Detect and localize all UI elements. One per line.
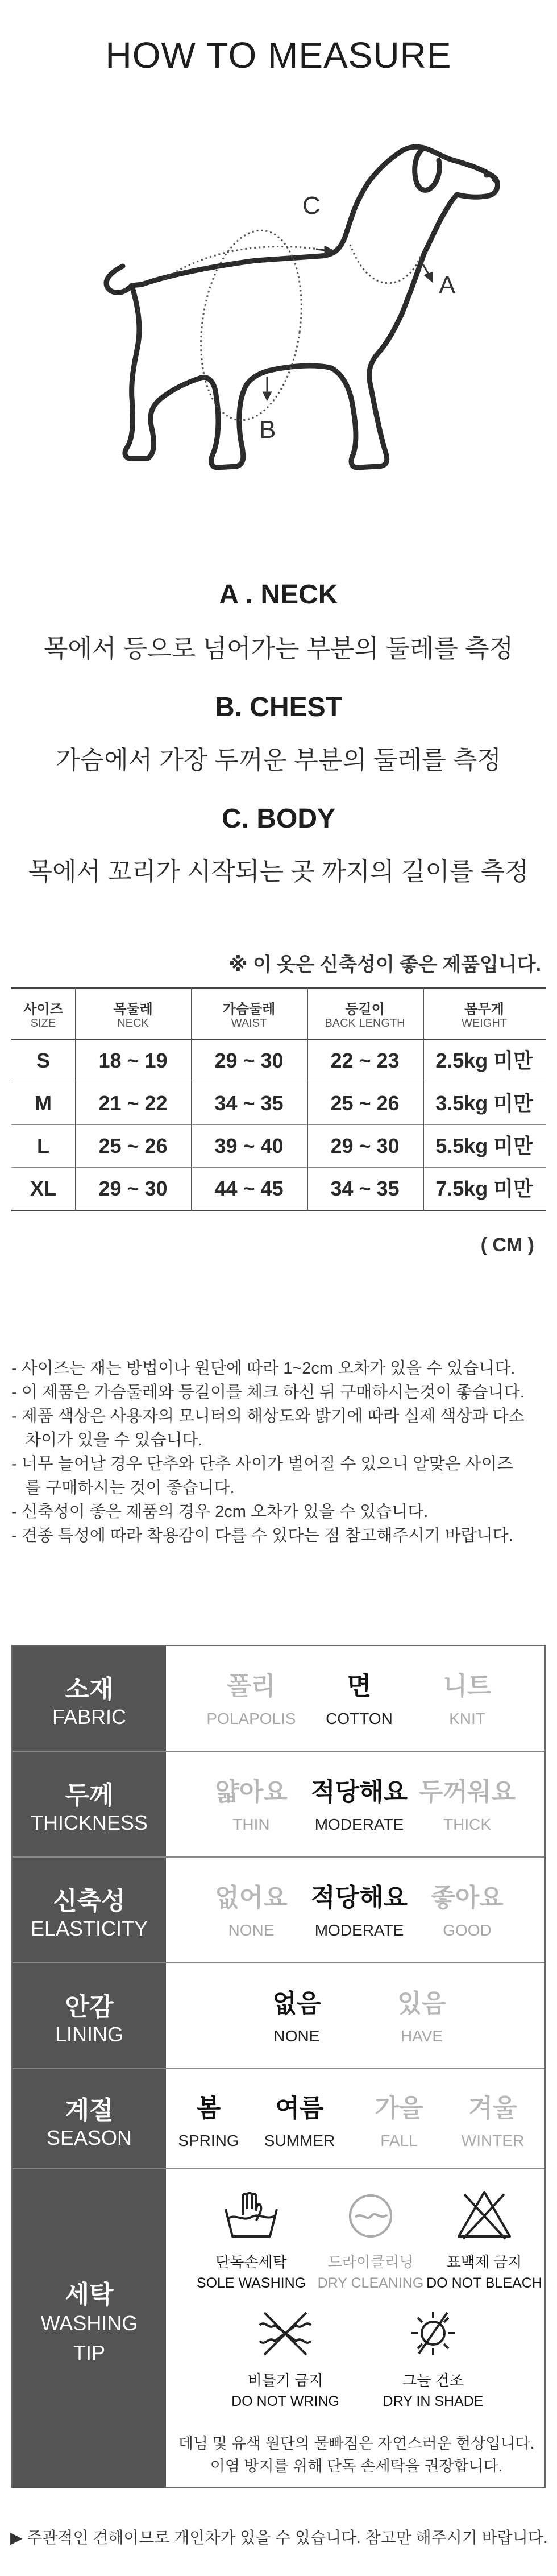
fabric-info-table <box>11 1645 546 2488</box>
option-no-lining: 없음 NONE <box>272 1990 321 2045</box>
section-chest-heading: B. CHEST <box>214 692 342 722</box>
label-washing: 세탁 WASHING TIP <box>13 2169 166 2488</box>
wash-item-no-wring: 비틀기 금지 DO NOT WRING <box>217 2305 354 2410</box>
option-spring: 봄 SPRING <box>178 2094 239 2149</box>
row-washing <box>13 2168 544 2488</box>
hand-wash-icon <box>220 2186 282 2243</box>
note-line: 차이가 있을 수 있습니다. <box>11 1431 203 1449</box>
section-neck-heading: A . NECK <box>219 580 338 610</box>
table-row: XL 29 ~ 30 44 ~ 45 34 ~ 35 7.5kg 미만 <box>30 1177 533 1200</box>
option-has-lining: 있음 HAVE <box>397 1990 446 2045</box>
note-line: - 신축성이 좋은 제품의 경우 2cm 오차가 있을 수 있습니다. <box>11 1503 429 1521</box>
header-size: 사이즈 SIZE <box>23 1002 63 1029</box>
label-fabric: 소재 FABRIC <box>13 1646 166 1751</box>
washing-note: 데님 및 유색 원단의 물빠짐은 자연스러운 현상입니다. 이염 방지를 위해 단독 손세탁을 권장합니다. <box>178 2435 535 2475</box>
note-line: 를 구매하시는 것이 좋습니다. <box>11 1479 235 1497</box>
note-line: - 사이즈는 재는 방법이나 원단에 따라 1~2cm 오차가 있을 수 있습니다. <box>11 1359 516 1378</box>
footer-disclaimer: ▶ 주관적인 견해이므로 개인차가 있을 수 있습니다. 참고만 해주시기 바랍니다. <box>10 2529 548 2546</box>
shade-dry-icon <box>402 2305 464 2362</box>
table-row: S 18 ~ 19 29 ~ 30 22 ~ 23 2.5kg 미만 <box>36 1049 533 1072</box>
header-weight: 몸무게 WEIGHT <box>462 1002 507 1029</box>
option-thin: 얇아요 THIN <box>215 1778 288 1833</box>
note-line: - 이 제품은 가슴둘레와 등길이를 체크 하신 뒤 구매하시는것이 좋습니다. <box>11 1383 525 1401</box>
size-notes <box>11 1357 546 1548</box>
row-season <box>13 2068 544 2169</box>
option-no-stretch: 없어요 NONE <box>215 1884 288 1939</box>
section-neck-desc: 목에서 등으로 넘어가는 부분의 둘레를 측정 <box>43 635 514 663</box>
dog-measurement-diagram <box>102 114 512 523</box>
row-fabric <box>13 1646 544 1751</box>
header-waist: 가슴둘레 WAIST <box>222 1002 276 1029</box>
neck-arrow-icon <box>425 273 432 281</box>
option-winter: 겨울 WINTER <box>461 2094 525 2149</box>
row-thickness <box>13 1751 544 1858</box>
size-table-header <box>11 987 546 1039</box>
option-knit: 니트 KNIT <box>443 1672 492 1727</box>
option-thick: 두꺼워요 THICK <box>418 1778 516 1833</box>
note-line: - 너무 늘어날 경우 단추와 단추 사이가 벌어질 수 있으니 알맞은 사이즈 <box>11 1455 513 1473</box>
table-row: L 25 ~ 26 39 ~ 40 29 ~ 30 5.5kg 미만 <box>37 1134 533 1157</box>
option-poly: 폴리 POLAPOLIS <box>206 1672 296 1727</box>
label-thickness: 두께 THICKNESS <box>13 1752 166 1858</box>
label-lining: 안감 LINING <box>13 1963 166 2069</box>
header-back-length: 등길이 BACK LENGTH <box>325 1002 405 1029</box>
wash-item-shade-dry: 그늘 건조 DRY IN SHADE <box>365 2305 501 2410</box>
section-body-heading: C. BODY <box>221 804 335 834</box>
unit-label: ( CM ) <box>480 1234 534 1256</box>
chest-measure-ellipse <box>189 224 313 427</box>
option-moderate-thickness: 적당해요 MODERATE <box>310 1778 408 1833</box>
option-summer: 여름 SUMMER <box>264 2094 335 2149</box>
row-lining <box>13 1962 544 2069</box>
label-elasticity: 신축성 ELASTICITY <box>13 1858 166 1963</box>
row-elasticity <box>13 1856 544 1963</box>
no-bleach-icon <box>453 2186 516 2243</box>
option-good-stretch: 좋아요 GOOD <box>431 1884 504 1939</box>
size-note: ※ 이 옷은 신축성이 좋은 제품입니다. <box>228 954 541 975</box>
page-title: HOW TO MEASURE <box>105 35 452 76</box>
note-line: - 제품 색상은 사용자의 모니터의 해상도와 밝기에 따라 실제 색상과 다소 <box>11 1407 525 1425</box>
dry-clean-icon <box>339 2186 402 2243</box>
wash-item-hand-wash: 단독손세탁 SOLE WASHING <box>183 2186 319 2292</box>
label-a: A <box>439 271 456 299</box>
section-chest-desc: 가슴에서 가장 두꺼운 부분의 둘레를 측정 <box>56 746 501 774</box>
option-cotton: 면 COTTON <box>326 1672 393 1727</box>
note-line: - 견종 특성에 따라 착용감이 다를 수 있다는 점 참고해주시기 바랍니다. <box>11 1527 513 1545</box>
chest-arrow-icon <box>264 392 271 399</box>
label-b: B <box>259 416 276 444</box>
size-table <box>11 987 546 1211</box>
wash-item-dry-clean: 드라이클리닝 DRY CLEANING <box>308 2186 433 2292</box>
table-row: M 21 ~ 22 34 ~ 35 25 ~ 26 3.5kg 미만 <box>35 1091 533 1115</box>
option-fall: 가을 FALL <box>375 2094 423 2149</box>
option-moderate-stretch: 적당해요 MODERATE <box>310 1884 408 1939</box>
wash-item-no-bleach: 표백제 금지 DO NOT BLEACH <box>422 2186 547 2292</box>
section-body-desc: 목에서 꼬리가 시작되는 곳 까지의 길이를 측정 <box>28 858 529 886</box>
no-wring-icon <box>254 2305 317 2362</box>
header-neck: 목둘레 NECK <box>113 1002 153 1029</box>
neck-measure-curve <box>350 245 421 283</box>
label-c: C <box>302 192 321 220</box>
label-season: 계절 SEASON <box>13 2069 166 2169</box>
